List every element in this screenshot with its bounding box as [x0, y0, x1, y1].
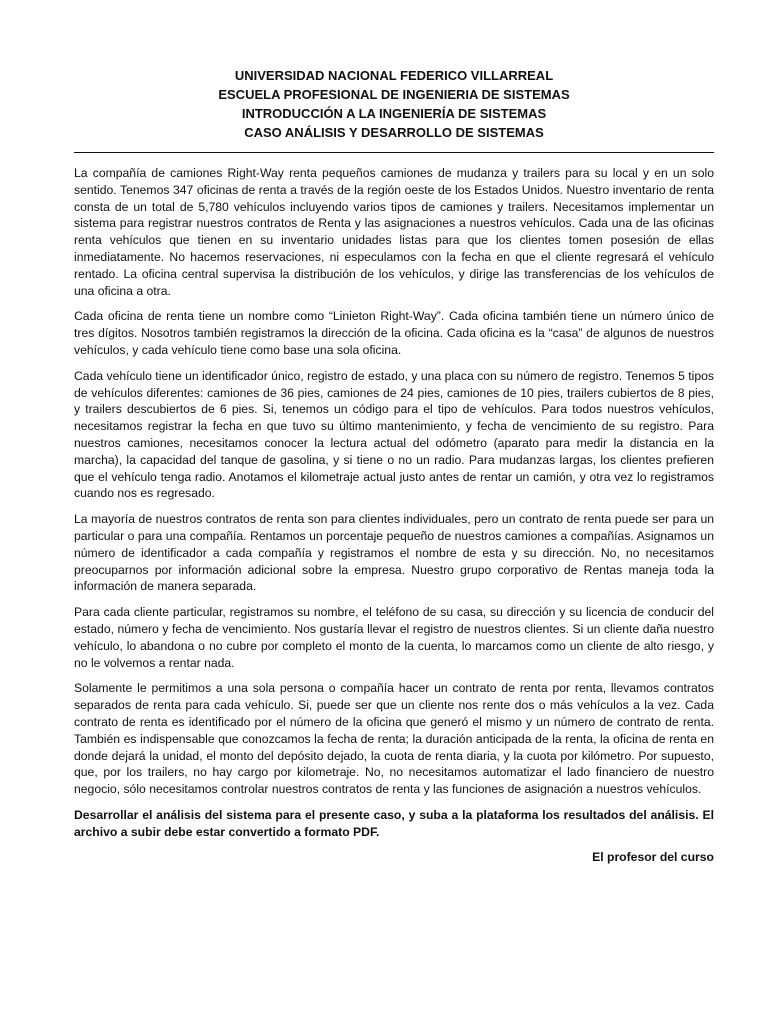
assignment-instruction: Desarrollar el análisis del sistema para el presente caso, y suba a la plataforma los resultados del análisis. El archivo a subir debe estar convertido a formato PDF. — [74, 807, 714, 839]
document-header — [74, 66, 714, 142]
paragraph-customers: Para cada cliente particular, registramos su nombre, el teléfono de su casa, su dirección y su licencia de conducir del estado, número y fecha de vencimiento. Nos gustaría llevar el registro de nuestros clientes. Si un cliente daña nuestro vehículo, lo abandona o no cubre por completo el monto de la cuenta, lo marcamos como un cliente de alto riesgo, y no le volvemos a rentar nada. — [74, 605, 714, 670]
case-title: CASO ANÁLISIS Y DESARROLLO DE SISTEMAS — [244, 125, 544, 140]
paragraph-offices: Cada oficina de renta tiene un nombre como “Linieton Right-Way”. Cada oficina también tiene un número único de tres dígitos. Nosotros también registramos la dirección de la oficina. Cada oficina es la “casa” de algunos de nuestros vehículos, y cada vehículo tiene como base una sola oficina. — [74, 309, 714, 357]
university-name: UNIVERSIDAD NACIONAL FEDERICO VILLARREAL — [234, 68, 554, 83]
signature: El profesor del curso — [592, 850, 714, 865]
document-body — [74, 165, 714, 866]
paragraph-contracts: Solamente le permitimos a una sola persona o compañía hacer un contrato de renta por renta, llevamos contratos separados de renta para cada vehículo. Si, puede ser que un cliente nos rente dos o más vehículos a la vez. Cada contrato de renta es identificado por el número de la oficina que generó el mismo y un número de contrato de renta. También es indispensable que conozcamos la fecha de renta; la duración anticipada de la renta, la oficina de renta en donde dejará la unidad, el monto del depósito dejado, la cuota de renta diaria, y la cuota por kilómetro. Por supuesto, que, por los trailers, no hay cargo por kilometraje. No, no necesitamos automatizar el lado financiero de nuestro negocio, sólo necesitamos controlar nuestros contratos de renta y las funciones de asignación a nuestros vehículos. — [74, 681, 714, 797]
paragraph-companies: La mayoría de nuestros contratos de renta son para clientes individuales, pero un contrato de renta puede ser para un particular o para una compañía. Rentamos un porcentaje pequeño de nuestros camiones a compañías. Asignamos un número de identificador a cada compañía y registramos el nombre de esta y su dirección. No, no necesitamos preocuparnos por información adicional sobre la empresa. Nuestro grupo corporativo de Rentas maneja toda la información de manera separada. — [74, 512, 714, 594]
paragraph-intro: La compañía de camiones Right-Way renta pequeños camiones de mudanza y trailers para su local y en un solo sentido. Tenemos 347 oficinas de renta a través de la región oeste de los Estados Unidos. Nuestro inventario de renta consta de un total de 5,780 vehículos incluyendo varios tipos de camiones y trailers. Necesitamos implementar un sistema para registrar nuestros contratos de Renta y las asignaciones a nuestros vehículos. Cada una de las oficinas renta vehículos que tienen en su inventario unidades listas para que los clientes tomen posesión de ellas inmediatamente. No hacemos reservaciones, ni especulamos con la fecha en que el cliente regresará el vehículo rentado. La oficina central supervisa la distribución de los vehículos, y dirige las transferencias de los vehículos de una oficina a otra. — [74, 166, 714, 298]
header-divider — [74, 152, 714, 153]
paragraph-vehicles: Cada vehículo tiene un identificador único, registro de estado, y una placa con su número de registro. Tenemos 5 tipos de vehículos diferentes: camiones de 36 pies, camiones de 24 pies, camiones de 10 pies, trailers cubiertos de 8 pies, y trailers descubiertos de 6 pies. Si, tenemos un código para el tipo de vehículos. Para todos nuestros vehículos, necesitamos registrar la fecha en que tuvo su último mantenimiento, y fecha de vencimiento de su registro. Para nuestros camiones, necesitamos conocer la lectura actual del odómetro (aparato para medir la distancia en la marcha), la capacidad del tanque de gasolina, y si tiene o no un radio. Para mudanzas largas, los clientes prefieren que el vehículo tenga radio. Anotamos el kilometraje actual justo antes de rentar un camión, y otra vez lo registramos cuando nos es regresado. — [74, 368, 715, 501]
course-name: INTRODUCCIÓN A LA INGENIERÍA DE SISTEMAS — [241, 106, 547, 121]
school-name: ESCUELA PROFESIONAL DE INGENIERIA DE SISTEMAS — [218, 87, 570, 102]
document-page — [74, 66, 714, 866]
